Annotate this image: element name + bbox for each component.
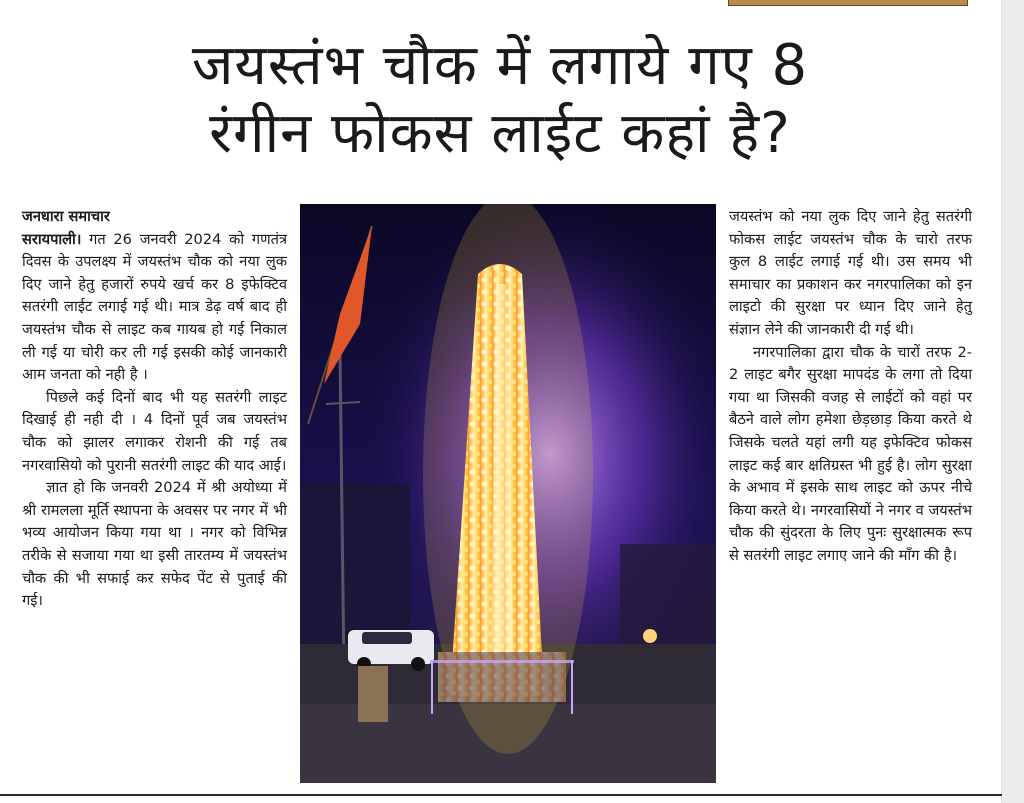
headline-line-2: रंगीन फोकस लाईट कहां है? (209, 101, 791, 166)
byline: जनधारा समाचार (22, 208, 110, 225)
white-car-window (362, 632, 412, 644)
railing (430, 660, 574, 663)
news-photo (300, 204, 716, 783)
article-right-column (729, 206, 972, 568)
base-lights (438, 652, 566, 702)
headline-line-1: जयस्तंभ चौक में लगाये गए 8 (191, 33, 809, 98)
paragraph-1 (22, 229, 287, 387)
stone-block (358, 666, 388, 722)
adjacent-photo-clip (728, 0, 968, 6)
bottom-rule (0, 794, 1002, 796)
right-paragraph-2: नगरपालिका द्वारा चौक के चारों तरफ 2-2 लाइट बगैर सुरक्षा मापदंड के लगा तो दिया गया था जिसकी वजह से लाईटों को वहां पर बैठने वाले लोग हमेशा छेड़छाड़ किया करते थे जिसके चलते यहां लगी यह इफेक्टिव फोकस लाइट कई बार क्षतिग्रस्त भी हुई है। लोग सुरक्षा के अभाव में इसके साथ लाइट को ऊपर नीचे किया करते थे। नगरवासियों ने नगर व जयस्तंभ चौक की सुंदरता के लिए पुनः सुरक्षात्मक रूप से सतरंगी लाइट लगाए जाने की माँग की है। (729, 343, 972, 564)
paragraph-3: ज्ञात हो कि जनवरी 2024 में श्री अयोध्या में श्री रामलला मूर्ति स्थापना के अवसर पर नगर में भी भव्य आयोजन किया गया था । नगर को विभिन्न तरीके से सजाया गया था इसी तारतम्य में जयस्तंभ चौक की भी सफाई कर सफेद पेंट से पुताई की गई। (22, 479, 287, 610)
paragraph-2: पिछले कई दिनों बाद भी यह सतरंगी लाइट दिखाई ही नही दी । 4 दिनों पूर्व जब जयस्तंभ चौक को झालर लगाकर रोशनी की गई तब नगरवासियो को पुरानी सतरंगी लाइट की याद आई। (22, 388, 287, 474)
pillar-night-illustration (300, 204, 716, 783)
car-wheel-rear (411, 657, 425, 671)
right-paragraph-1: जयस्तंभ को नया लुक दिए जाने हेतु सतरंगी फोकस लाईट जयस्तंभ चौक के चारो तरफ कुल 8 लाईट लगाई गई थी। उस समय भी समाचार का प्रकाशन कर नगरपालिका को इन लाइटो की सुरक्षा पर ध्यान दिए जाने हेतु संज्ञान लेने की जानकारी दी गई थी। (729, 208, 972, 338)
paragraph-1-text: गत 26 जनवरी 2024 को गणतंत्र दिवस के उपलक्ष्य में जयस्तंभ चौक को नया लुक दिए जाने हेतु हजारों रुपये खर्च कर 8 इफेक्टिव सतरंगी लाईट लगाई गई थी। मात्र डेढ़ वर्ष बाद ही जयस्तंभ चौक से लाइट कब गायब हो गई निकाल ली गई या चोरी कर ली गई इसकी कोई जानकारी आम जनता को नही है । (22, 230, 287, 384)
dateline: सरायपाली। (22, 230, 82, 248)
article-left-column (22, 206, 287, 613)
street-light (643, 629, 657, 643)
page-edge-strip (1001, 0, 1024, 803)
headline (40, 32, 960, 168)
